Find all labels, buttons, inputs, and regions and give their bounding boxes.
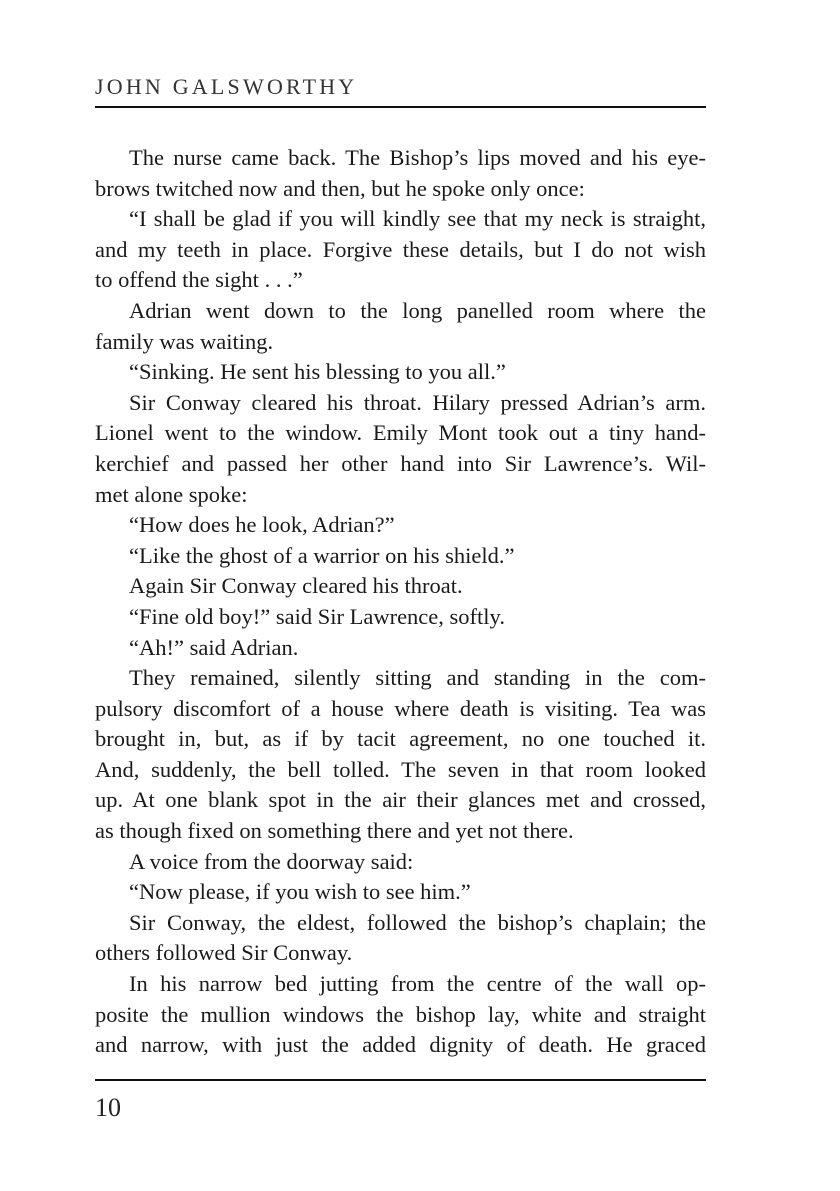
text-line: brought in, but, as if by tacit agreement, no one touched it. <box>95 726 706 752</box>
text-line: up. At one blank spot in the air their glances met and crossed, <box>95 787 706 813</box>
text-line: In his narrow bed jutting from the centre of the wall op- <box>129 971 706 997</box>
text-line: Again Sir Conway cleared his throat. <box>129 573 463 599</box>
text-line: to offend the sight . . .” <box>95 267 303 293</box>
text-line: “Fine old boy!” said Sir Lawrence, softly. <box>129 603 505 629</box>
text-line: others followed Sir Conway. <box>95 940 353 966</box>
text-line: “I shall be glad if you will kindly see that my neck is straight, <box>129 206 706 232</box>
text-line: “How does he look, Adrian?” <box>129 512 395 538</box>
page-number: 10 <box>95 1093 121 1122</box>
text-line: and narrow, with just the added dignity of death. He graced <box>95 1032 706 1058</box>
text-line: Sir Conway, the eldest, followed the bishop’s chaplain; the <box>129 909 706 935</box>
text-line: “Sinking. He sent his blessing to you all.” <box>129 359 506 385</box>
text-line: Sir Conway cleared his throat. Hilary pressed Adrian’s arm. <box>129 389 706 415</box>
text-line: met alone spoke: <box>95 481 248 507</box>
body-text <box>95 143 706 1061</box>
running-header-author: JOHN GALSWORTHY <box>95 74 358 99</box>
text-line: They remained, silently sitting and standing in the com- <box>129 665 706 691</box>
text-line: The nurse came back. The Bishop’s lips moved and his eye- <box>129 145 706 170</box>
text-line: pulsory discomfort of a house where death is visiting. Tea was <box>95 695 706 721</box>
text-line: as though fixed on something there and yet not there. <box>95 818 574 844</box>
text-line: kerchief and passed her other hand into Sir Lawrence’s. Wil- <box>95 450 706 476</box>
footer-rule <box>95 1079 706 1081</box>
text-line: And, suddenly, the bell tolled. The seven in that room looked <box>95 756 706 782</box>
text-line: family was waiting. <box>95 328 274 354</box>
text-line: posite the mullion windows the bishop lay, white and straight <box>95 1001 706 1027</box>
header-rule <box>95 106 706 108</box>
text-line: “Now please, if you wish to see him.” <box>129 879 471 905</box>
text-line: “Like the ghost of a warrior on his shield.” <box>129 542 515 568</box>
text-line: “Ah!” said Adrian. <box>129 634 299 660</box>
text-line: Lionel went to the window. Emily Mont took out a tiny hand- <box>95 420 706 446</box>
text-line: and my teeth in place. Forgive these details, but I do not wish <box>95 236 706 262</box>
text-line: A voice from the doorway said: <box>129 848 414 874</box>
text-line: Adrian went down to the long panelled room where the <box>129 297 706 323</box>
text-line: brows twitched now and then, but he spoke only once: <box>95 175 585 201</box>
